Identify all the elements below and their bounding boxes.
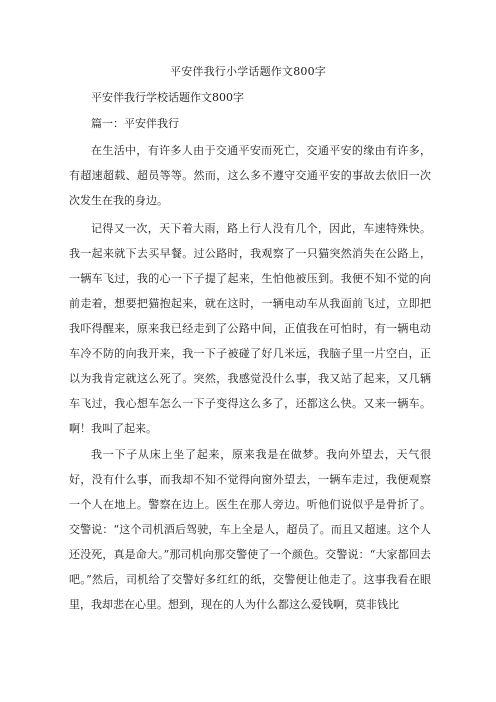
paragraph-2: 记得又一次，天下着大雨，路上行人没有几个，因此，车速特殊快。我一起来就下去买早餐。过公路时，我观察了一只猫突然消失在公路上，一辆车飞过，我的心一下子提了起来，生怕他被压到。我便不知不觉的向前走着，想要把猫抱起来，就在这时，一辆电动车从我面前飞过，立即把我吓得醒来，原来我已经走到了公路中间，正值我在可怕时，有一辆电动车冷不防的向我开来，我一下子被碰了好几米远，我脑子里一片空白，正以为我肯定就这么死了。突然，我感觉没什么事，我又站了起来，又几辆车飞过，我心想车怎么一下子变得这么多了，还都这么快。又来一辆车。啊！我叫了起来。	[69, 222, 431, 435]
paragraph-3: 我一下子从床上坐了起来，原来我是在做梦。我向外望去，天气很好，没有什么事，而我却不知不觉得向窗外望去，一辆车走过，我便观察一个人在地上。警察在边上。医生在那人旁边。听他们说似乎是骨折了。交警说：“这个司机酒后驾驶，车上全是人，超员了。而且又超速。这个人还没死，真是命大。”那司机向那交警使了一个颜色。交警说：“大家都回去吧。”然后，司机给了交警好多红红的纸，交警便让他走了。这事我看在眼里，我却悲在心里。想到，现在的人为什么都这么爱钱啊，莫非钱比	[69, 448, 431, 611]
paragraph-1: 在生活中，有许多人由于交通平安而死亡，交通平安的缘由有许多，有超速超载、超员等等。然而，这么多不遵守交通平安的事故去依旧一次次发生在我的身边。	[69, 144, 431, 207]
document-title: 平安伴我行小学话题作文800字	[170, 65, 326, 78]
document-subtitle: 平安伴我行学校话题作文800字	[91, 91, 244, 104]
section-heading: 篇一：平安伴我行	[91, 117, 179, 130]
